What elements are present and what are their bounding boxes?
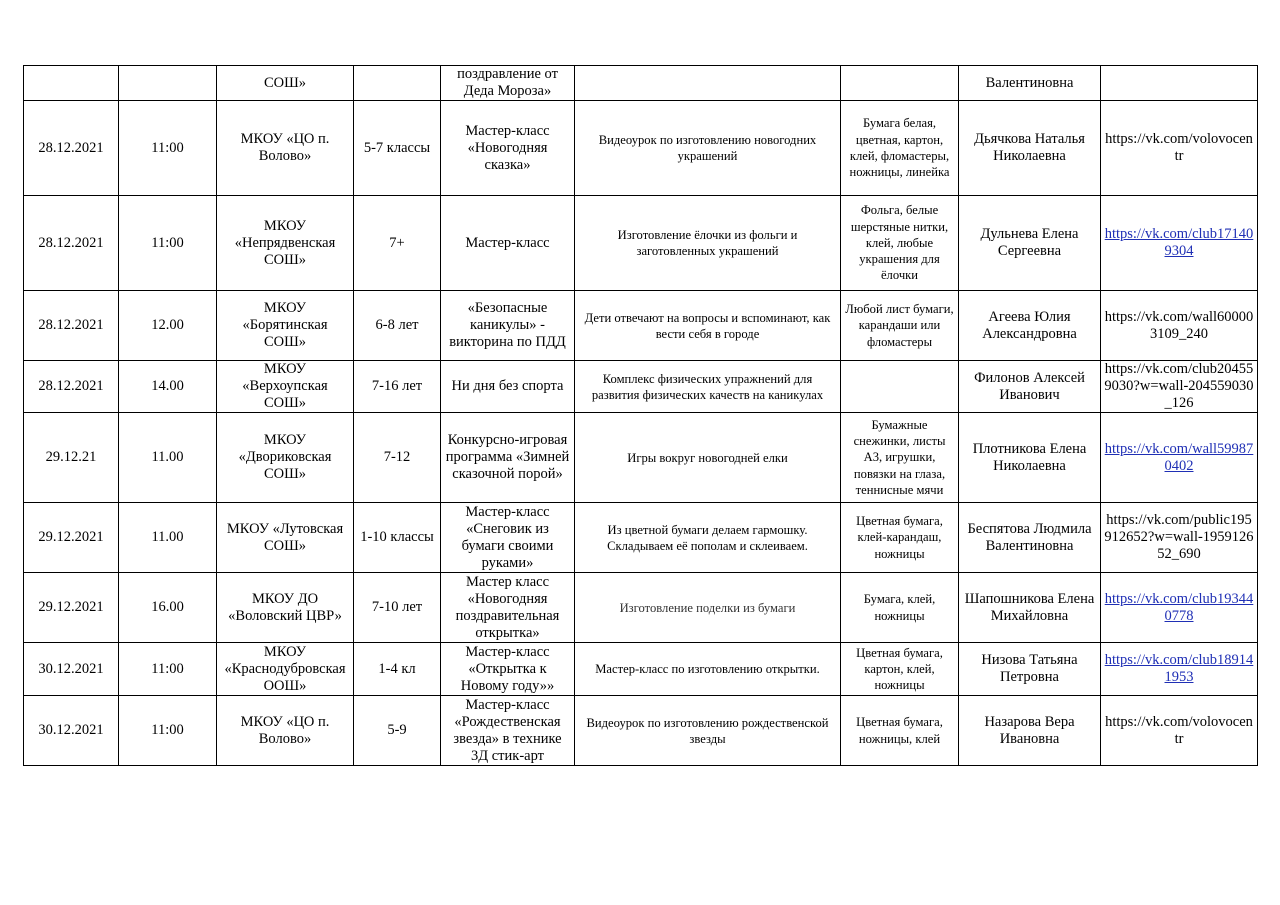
cell-link: https://vk.com/public195912652?w=wall-195912652_690 bbox=[1101, 503, 1258, 573]
cell-event: Ни дня без спорта bbox=[441, 361, 575, 413]
vk-link[interactable]: https://vk.com/club171409304 bbox=[1104, 226, 1254, 259]
cell-person: Дьячкова Наталья Николаевна bbox=[959, 101, 1101, 196]
cell-age: 7-10 лет bbox=[354, 573, 441, 643]
table-row bbox=[24, 361, 1258, 413]
cell-date: 30.12.2021 bbox=[24, 696, 119, 766]
cell-materials: Бумажные снежинки, листы А3, игрушки, повязки на глаза, теннисные мячи bbox=[841, 413, 959, 503]
cell-time bbox=[119, 66, 217, 101]
cell-org: МКОУ «ЦО п. Волово» bbox=[217, 101, 354, 196]
cell-materials: Бумага, клей, ножницы bbox=[841, 573, 959, 643]
cell-person: Назарова Вера Ивановна bbox=[959, 696, 1101, 766]
table-row bbox=[24, 573, 1258, 643]
cell-person: Беспятова Людмила Валентиновна bbox=[959, 503, 1101, 573]
cell-event: «Безопасные каникулы» - викторина по ПДД bbox=[441, 291, 575, 361]
cell-desc: Видеоурок по изготовлению рождественской звезды bbox=[575, 696, 841, 766]
table-row bbox=[24, 101, 1258, 196]
cell-date: 29.12.2021 bbox=[24, 573, 119, 643]
cell-materials bbox=[841, 66, 959, 101]
cell-event: поздравление от Деда Мороза» bbox=[441, 66, 575, 101]
cell-desc: Игры вокруг новогодней елки bbox=[575, 413, 841, 503]
cell-link bbox=[1101, 196, 1258, 291]
cell-age bbox=[354, 66, 441, 101]
cell-time: 14.00 bbox=[119, 361, 217, 413]
cell-materials: Цветная бумага, ножницы, клей bbox=[841, 696, 959, 766]
cell-org: МКОУ «Краснодубровская ООШ» bbox=[217, 643, 354, 696]
cell-desc: Дети отвечают на вопросы и вспоминают, как вести себя в городе bbox=[575, 291, 841, 361]
cell-org: МКОУ «Лутовская СОШ» bbox=[217, 503, 354, 573]
schedule-table bbox=[23, 65, 1258, 766]
cell-age: 5-9 bbox=[354, 696, 441, 766]
cell-link: https://vk.com/volovocentr bbox=[1101, 696, 1258, 766]
table-row bbox=[24, 643, 1258, 696]
cell-person: Валентиновна bbox=[959, 66, 1101, 101]
cell-date: 28.12.2021 bbox=[24, 196, 119, 291]
vk-link[interactable]: https://vk.com/wall599870402 bbox=[1104, 440, 1254, 474]
cell-person: Низова Татьяна Петровна bbox=[959, 643, 1101, 696]
cell-org: МКОУ «Верхоупская СОШ» bbox=[217, 361, 354, 413]
cell-age: 7+ bbox=[354, 196, 441, 291]
cell-person: Дульнева Елена Сергеевна bbox=[959, 196, 1101, 291]
table-row bbox=[24, 503, 1258, 573]
cell-event: Мастер-класс «Снеговик из бумаги своими руками» bbox=[441, 503, 575, 573]
cell-org: МКОУ «ЦО п. Волово» bbox=[217, 696, 354, 766]
schedule-body bbox=[24, 66, 1258, 766]
cell-org: МКОУ ДО «Воловский ЦВР» bbox=[217, 573, 354, 643]
cell-materials bbox=[841, 361, 959, 413]
cell-time: 11:00 bbox=[119, 696, 217, 766]
cell-person: Филонов Алексей Иванович bbox=[959, 361, 1101, 413]
cell-desc: Комплекс физических упражнений для развития физических качеств на каникулах bbox=[575, 361, 841, 413]
cell-materials: Фольга, белые шерстяные нитки, клей, любые украшения для ёлочки bbox=[841, 196, 959, 291]
cell-age: 1-4 кл bbox=[354, 643, 441, 696]
cell-date bbox=[24, 66, 119, 101]
table-row bbox=[24, 291, 1258, 361]
cell-org: МКОУ «Непрядвенская СОШ» bbox=[217, 196, 354, 291]
cell-materials: Бумага белая, цветная, картон, клей, фломастеры, ножницы, линейка bbox=[841, 101, 959, 196]
cell-time: 11.00 bbox=[119, 503, 217, 573]
cell-link bbox=[1101, 66, 1258, 101]
cell-materials: Любой лист бумаги, карандаши или фломастеры bbox=[841, 291, 959, 361]
cell-link bbox=[1101, 643, 1258, 696]
cell-materials: Цветная бумага, клей-карандаш, ножницы bbox=[841, 503, 959, 573]
cell-person: Шапошникова Елена Михайловна bbox=[959, 573, 1101, 643]
cell-person: Плотникова Елена Николаевна bbox=[959, 413, 1101, 503]
cell-time: 11:00 bbox=[119, 196, 217, 291]
cell-person: Агеева Юлия Александровна bbox=[959, 291, 1101, 361]
cell-link bbox=[1101, 573, 1258, 643]
cell-age: 7-12 bbox=[354, 413, 441, 503]
cell-time: 11.00 bbox=[119, 413, 217, 503]
table-row bbox=[24, 413, 1258, 503]
cell-event: Мастер-класс bbox=[441, 196, 575, 291]
cell-date: 30.12.2021 bbox=[24, 643, 119, 696]
cell-age: 5-7 классы bbox=[354, 101, 441, 196]
cell-desc bbox=[575, 66, 841, 101]
cell-materials: Цветная бумага, картон, клей, ножницы bbox=[841, 643, 959, 696]
table-row bbox=[24, 196, 1258, 291]
cell-date: 28.12.2021 bbox=[24, 361, 119, 413]
cell-event: Мастер-класс «Рождественская звезда» в технике 3Д стик-арт bbox=[441, 696, 575, 766]
cell-desc: Из цветной бумаги делаем гармошку. Складываем её пополам и склеиваем. bbox=[575, 503, 841, 573]
cell-age: 6-8 лет bbox=[354, 291, 441, 361]
cell-org: МКОУ «Борятинская СОШ» bbox=[217, 291, 354, 361]
cell-desc: Мастер-класс по изготовлению открытки. bbox=[575, 643, 841, 696]
table-row bbox=[24, 696, 1258, 766]
cell-org: МКОУ «Двориковская СОШ» bbox=[217, 413, 354, 503]
cell-time: 12.00 bbox=[119, 291, 217, 361]
vk-link[interactable]: https://vk.com/club193440778 bbox=[1104, 590, 1254, 624]
cell-date: 28.12.2021 bbox=[24, 101, 119, 196]
cell-event: Мастер класс «Новогодняя поздравительная открытка» bbox=[441, 573, 575, 643]
cell-age: 1-10 классы bbox=[354, 503, 441, 573]
cell-desc: Изготовление поделки из бумаги bbox=[575, 573, 841, 643]
cell-link: https://vk.com/wall600003109_240 bbox=[1101, 291, 1258, 361]
cell-link: https://vk.com/club204559030?w=wall-204559030_126 bbox=[1101, 361, 1258, 413]
cell-link: https://vk.com/volovocentr bbox=[1101, 101, 1258, 196]
cell-date: 29.12.2021 bbox=[24, 503, 119, 573]
table-row bbox=[24, 66, 1258, 101]
cell-date: 29.12.21 bbox=[24, 413, 119, 503]
cell-event: Мастер-класс «Открытка к Новому году»» bbox=[441, 643, 575, 696]
cell-date: 28.12.2021 bbox=[24, 291, 119, 361]
cell-time: 11:00 bbox=[119, 643, 217, 696]
vk-link[interactable]: https://vk.com/club189141953 bbox=[1104, 652, 1254, 685]
cell-event: Мастер-класс «Новогодняя сказка» bbox=[441, 101, 575, 196]
cell-age: 7-16 лет bbox=[354, 361, 441, 413]
cell-desc: Видеоурок по изготовлению новогодних украшений bbox=[575, 101, 841, 196]
cell-desc: Изготовление ёлочки из фольги и заготовленных украшений bbox=[575, 196, 841, 291]
cell-time: 11:00 bbox=[119, 101, 217, 196]
cell-org: СОШ» bbox=[217, 66, 354, 101]
cell-event: Конкурсно-игровая программа «Зимней сказочной порой» bbox=[441, 413, 575, 503]
cell-link bbox=[1101, 413, 1258, 503]
cell-time: 16.00 bbox=[119, 573, 217, 643]
